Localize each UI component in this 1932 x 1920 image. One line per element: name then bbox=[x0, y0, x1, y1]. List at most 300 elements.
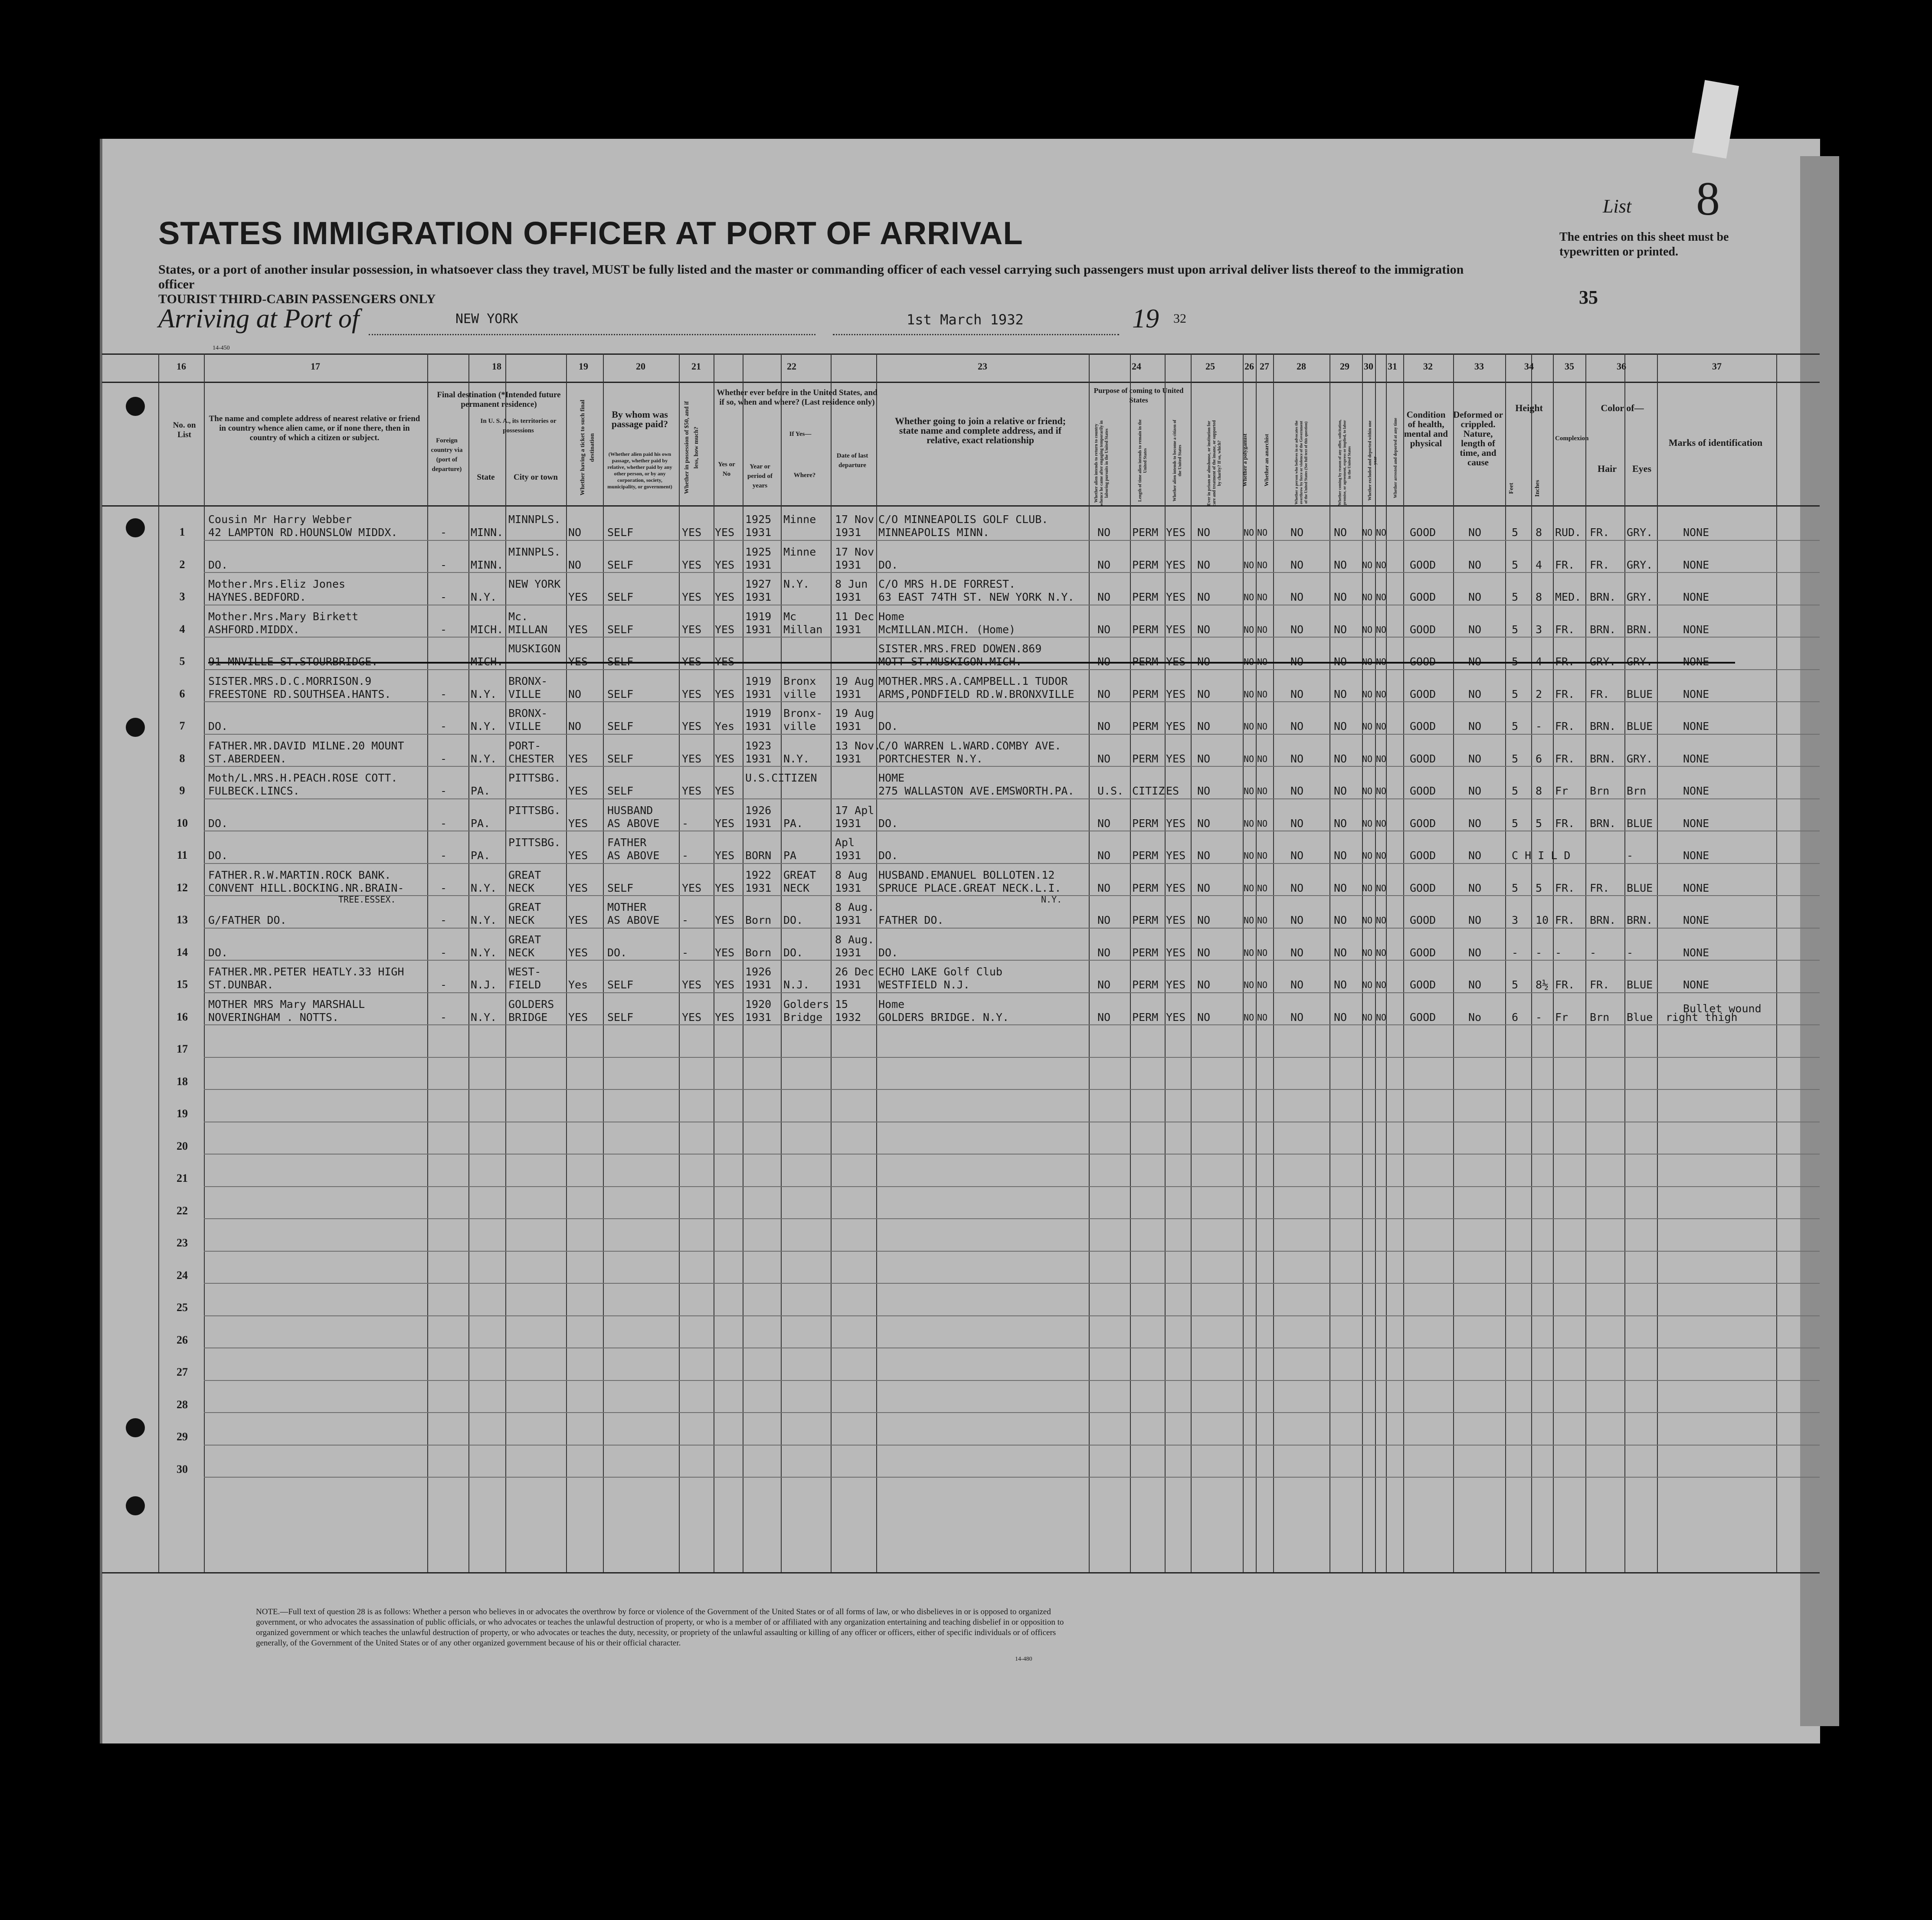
cell-health: GOOD bbox=[1410, 914, 1436, 926]
cell-comp: FR. bbox=[1555, 558, 1575, 571]
cell-yrs2: 1931 bbox=[745, 720, 772, 733]
cell-labor: NO bbox=[1334, 946, 1347, 959]
cell-len: PERM bbox=[1132, 752, 1159, 765]
cell-arr: NO bbox=[1376, 786, 1387, 796]
header-polygamist: Whether a polygamist bbox=[1241, 433, 1248, 487]
cell-join1: Home bbox=[878, 610, 905, 623]
cell-q28: NO bbox=[1290, 978, 1304, 991]
column-line bbox=[876, 353, 877, 1572]
cell-q28: NO bbox=[1290, 914, 1304, 926]
cell-city1: Mc. bbox=[508, 610, 528, 623]
header-complexion: Complexion bbox=[1555, 435, 1589, 442]
cell-anar: NO bbox=[1257, 527, 1268, 538]
row-line bbox=[204, 960, 1820, 961]
cell-join3: N.Y. bbox=[1041, 894, 1062, 905]
row-line bbox=[204, 1024, 1820, 1025]
row-line bbox=[204, 734, 1820, 735]
row-line bbox=[204, 572, 1820, 573]
cell-dep1: 17 Apl bbox=[835, 804, 874, 817]
cell-health: GOOD bbox=[1410, 558, 1436, 571]
cell-arr: NO bbox=[1376, 657, 1387, 667]
row-line bbox=[204, 1283, 1820, 1284]
cell-hair: Brn bbox=[1590, 785, 1610, 797]
cell-paid1: SELF bbox=[607, 591, 634, 603]
cell-anar: NO bbox=[1257, 721, 1268, 732]
colnum-line bbox=[102, 382, 1820, 383]
cell-yrs1: U.S.CITIZEN bbox=[745, 772, 817, 784]
column-line bbox=[1553, 353, 1554, 1572]
header-passage-detail: (Whether alien paid his own passage, whether paid by relative, whether paid by any other person, or by any corporation, society, municipality, or government) bbox=[607, 451, 672, 490]
cell-where2: Bridge bbox=[783, 1011, 823, 1024]
cell-before: YES bbox=[715, 623, 735, 636]
header-length-stay: Length of time alien intends to remain in the United States bbox=[1138, 419, 1148, 502]
cell-hair: BRN. bbox=[1590, 720, 1616, 733]
cell-len: PERM bbox=[1132, 526, 1159, 539]
row-line bbox=[204, 1380, 1820, 1381]
column-line bbox=[204, 353, 205, 1572]
column-line bbox=[781, 353, 782, 1572]
cell-ret: NO bbox=[1097, 914, 1111, 926]
cell-rel1: FATHER.MR.DAVID MILNE.20 MOUNT bbox=[208, 739, 404, 752]
cell-ret: NO bbox=[1097, 849, 1111, 862]
binder-hole bbox=[126, 718, 145, 737]
header-hair: Hair bbox=[1598, 463, 1617, 474]
cell-state: N.Y. bbox=[471, 687, 497, 700]
cell-f50: YES bbox=[682, 655, 702, 668]
column-line bbox=[566, 353, 567, 1572]
page-subtitle bbox=[158, 262, 1503, 307]
column-number: 36 bbox=[1617, 361, 1626, 372]
cell-q28: NO bbox=[1290, 752, 1304, 765]
cell-via: - bbox=[440, 752, 447, 765]
row-number: 24 bbox=[177, 1269, 188, 1282]
cell-in: 5 bbox=[1536, 817, 1542, 830]
cell-excl: NO bbox=[1362, 689, 1373, 700]
cell-health: GOOD bbox=[1410, 1011, 1436, 1024]
column-number: 20 bbox=[636, 361, 645, 372]
arrival-date: 1st March 1932 bbox=[907, 311, 1024, 328]
cell-labor: NO bbox=[1334, 526, 1347, 539]
row-number: 14 bbox=[177, 945, 188, 958]
cell-ret: NO bbox=[1097, 881, 1111, 894]
cell-dep1: 19 Aug bbox=[835, 707, 874, 720]
cell-before: YES bbox=[715, 1011, 735, 1024]
cell-anar: NO bbox=[1257, 850, 1268, 861]
cell-prison: NO bbox=[1197, 881, 1211, 894]
cell-health: GOOD bbox=[1410, 752, 1436, 765]
cell-comp: RUD. bbox=[1555, 526, 1582, 539]
row-line bbox=[204, 1477, 1820, 1478]
cell-comp: FR. bbox=[1555, 817, 1575, 830]
cell-prison: NO bbox=[1197, 978, 1211, 991]
cell-hair: - bbox=[1590, 946, 1597, 959]
cell-marks1: NONE bbox=[1683, 914, 1709, 926]
cell-via: - bbox=[440, 655, 447, 668]
cell-yrs1: 1926 bbox=[745, 965, 772, 978]
cell-prison: NO bbox=[1197, 623, 1211, 636]
cell-eyes: - bbox=[1627, 849, 1634, 862]
header-before-us: Whether ever before in the United States, and if so, when and where? (Last residence only) bbox=[717, 388, 878, 407]
cell-where2: NECK bbox=[783, 881, 810, 894]
cell-rel2: FULBECK.LINCS. bbox=[208, 785, 300, 797]
cell-in: - bbox=[1536, 1011, 1542, 1024]
cell-eyes: - bbox=[1627, 946, 1634, 959]
cell-dep2: 1931 bbox=[835, 849, 861, 862]
cell-ret: NO bbox=[1097, 1011, 1111, 1024]
cell-paid1: MOTHER bbox=[607, 901, 647, 913]
cell-ft: 5 bbox=[1512, 720, 1519, 733]
cell-join2: 275 WALLASTON AVE.EMSWORTH.PA. bbox=[878, 785, 1074, 797]
row-number: 2 bbox=[179, 558, 185, 571]
cell-len: PERM bbox=[1132, 1011, 1159, 1024]
cell-via: - bbox=[440, 591, 447, 603]
cell-comp: Fr bbox=[1555, 1011, 1569, 1024]
header-via: Foreign country via (port of departure) bbox=[431, 437, 463, 473]
cell-deform: NO bbox=[1468, 591, 1482, 603]
cell-state: PA. bbox=[471, 817, 491, 830]
column-number: 30 bbox=[1364, 361, 1373, 372]
cell-where2: DO. bbox=[783, 914, 803, 926]
column-number: 25 bbox=[1205, 361, 1215, 372]
cell-marks1: NONE bbox=[1683, 849, 1709, 862]
cell-rel2: DO. bbox=[208, 720, 228, 733]
cell-labor: NO bbox=[1334, 591, 1347, 603]
cell-ft: 5 bbox=[1512, 687, 1519, 700]
cell-ticket: YES bbox=[568, 655, 588, 668]
cell-via: - bbox=[440, 785, 447, 797]
cell-rel1: FATHER.MR.PETER HEATLY.33 HIGH bbox=[208, 965, 404, 978]
cell-eyes: BLUE bbox=[1627, 881, 1653, 894]
cell-via: - bbox=[440, 978, 447, 991]
cell-f50: - bbox=[682, 849, 689, 862]
cell-yrs1: 1920 bbox=[745, 998, 772, 1011]
cell-labor: NO bbox=[1334, 785, 1347, 797]
cell-ticket: NO bbox=[568, 720, 582, 733]
row-line bbox=[204, 895, 1820, 896]
cell-city1: GREAT bbox=[508, 901, 541, 913]
cell-dep2: 1931 bbox=[835, 914, 861, 926]
form-code: 14-480 bbox=[1015, 1656, 1032, 1662]
cell-via: - bbox=[440, 849, 447, 862]
column-line bbox=[1776, 353, 1777, 1572]
cell-join2: MINNEAPOLIS MINN. bbox=[878, 526, 989, 539]
row-line bbox=[204, 1412, 1820, 1413]
cell-comp: FR. bbox=[1555, 978, 1575, 991]
column-number: 33 bbox=[1474, 361, 1484, 372]
column-number: 21 bbox=[691, 361, 701, 372]
cell-join2: DO. bbox=[878, 849, 898, 862]
cell-cit: YES bbox=[1166, 978, 1186, 991]
column-number: 18 bbox=[492, 361, 501, 372]
cell-ft: 5 bbox=[1512, 881, 1519, 894]
cell-cit: YES bbox=[1166, 623, 1186, 636]
cell-city1: MINNPLS. bbox=[508, 545, 561, 558]
cell-ret: NO bbox=[1097, 687, 1111, 700]
cell-q28: NO bbox=[1290, 817, 1304, 830]
cell-in: 3 bbox=[1536, 623, 1542, 636]
column-line bbox=[679, 353, 680, 1572]
cell-ret: NO bbox=[1097, 752, 1111, 765]
cell-hair: FR. bbox=[1590, 687, 1610, 700]
row-number: 11 bbox=[177, 849, 188, 861]
list-number: 8 bbox=[1696, 172, 1720, 225]
cell-q28: NO bbox=[1290, 849, 1304, 862]
row-line bbox=[204, 1089, 1820, 1090]
cell-labor: NO bbox=[1334, 881, 1347, 894]
cell-state: N.J. bbox=[471, 978, 497, 991]
cell-city1: NEW YORK bbox=[508, 578, 561, 590]
cell-where1: Bronx bbox=[783, 674, 816, 687]
cell-before: YES bbox=[715, 946, 735, 959]
table-bottom-line bbox=[102, 1572, 1820, 1573]
header-no-on-list: No. on List bbox=[173, 421, 196, 439]
cell-paid1: SELF bbox=[607, 752, 634, 765]
cell-poly: NO bbox=[1244, 689, 1254, 700]
cell-join2: FATHER DO. bbox=[878, 914, 944, 926]
cell-via: - bbox=[440, 1011, 447, 1024]
cell-in: 8 bbox=[1536, 785, 1542, 797]
cell-yrs2: 1931 bbox=[745, 526, 772, 539]
cell-join1: C/O MINNEAPOLIS GOLF CLUB. bbox=[878, 513, 1048, 526]
cell-dep1: 8 Aug. bbox=[835, 933, 874, 946]
row-line bbox=[204, 1154, 1820, 1155]
cell-labor: NO bbox=[1334, 1011, 1347, 1024]
cell-join2: DO. bbox=[878, 720, 898, 733]
cell-rel2: HAYNES.BEDFORD. bbox=[208, 591, 306, 603]
row-number: 18 bbox=[177, 1075, 188, 1088]
cell-dep1: 8 Aug. bbox=[835, 901, 874, 913]
cell-comp: MED. bbox=[1555, 591, 1582, 603]
year-prefix: 19 bbox=[1132, 304, 1159, 334]
page-title: STATES IMMIGRATION OFFICER AT PORT OF ARRIVAL bbox=[158, 215, 1023, 251]
cell-via: - bbox=[440, 881, 447, 894]
cell-poly: NO bbox=[1244, 721, 1254, 732]
cell-cit: YES bbox=[1166, 526, 1186, 539]
cell-paid1: SELF bbox=[607, 881, 634, 894]
cell-before: Yes bbox=[715, 720, 735, 733]
cell-cit: YES bbox=[1166, 655, 1186, 668]
cell-eyes: Blue bbox=[1627, 1011, 1653, 1024]
header-health: Condition of health, mental and physical bbox=[1404, 409, 1448, 448]
cell-join2: ARMS,PONDFIELD RD.W.BRONXVILLE bbox=[878, 687, 1074, 700]
column-number: 29 bbox=[1340, 361, 1349, 372]
row-number: 26 bbox=[177, 1333, 188, 1346]
cell-before: YES bbox=[715, 978, 735, 991]
header-marks: Marks of identification bbox=[1668, 437, 1763, 448]
row-line bbox=[204, 1315, 1820, 1316]
cell-where2: ville bbox=[783, 687, 816, 700]
cell-rel2: CONVENT HILL.BOCKING.NR.BRAIN- bbox=[208, 881, 404, 894]
cell-in: 8 bbox=[1536, 591, 1542, 603]
cell-yrs2: 1931 bbox=[745, 978, 772, 991]
cell-via: - bbox=[440, 946, 447, 959]
cell-poly: NO bbox=[1244, 559, 1254, 570]
column-line bbox=[1273, 353, 1274, 1572]
cell-cit: ES bbox=[1166, 785, 1179, 797]
cell-where1: N.Y. bbox=[783, 578, 810, 590]
cell-dep1: 17 Nov bbox=[835, 545, 874, 558]
cell-marks1: NONE bbox=[1683, 558, 1709, 571]
cell-rel2: FREESTONE RD.SOUTHSEA.HANTS. bbox=[208, 687, 391, 700]
column-number: 35 bbox=[1565, 361, 1574, 372]
cell-deform: NO bbox=[1468, 558, 1482, 571]
header-relative: The name and complete address of nearest relative or friend in country whence alien came, or if none there, then in country of which a citizen or subject. bbox=[209, 414, 420, 442]
cell-in: 8½ bbox=[1536, 978, 1549, 991]
cell-poly: NO bbox=[1244, 527, 1254, 538]
cell-dep1: 8 Aug bbox=[835, 868, 868, 881]
cell-yrs2: 1931 bbox=[745, 558, 772, 571]
cell-prison: NO bbox=[1197, 914, 1211, 926]
cell-ticket: YES bbox=[568, 881, 588, 894]
cell-dep2: 1931 bbox=[835, 720, 861, 733]
cell-excl: NO bbox=[1362, 753, 1373, 764]
cell-q28: NO bbox=[1290, 591, 1304, 603]
cell-len: PERM bbox=[1132, 881, 1159, 894]
cell-labor: NO bbox=[1334, 752, 1347, 765]
header-eyes: Eyes bbox=[1632, 463, 1651, 474]
row-number: 13 bbox=[177, 913, 188, 926]
cell-len: PERM bbox=[1132, 720, 1159, 733]
cell-eyes: GRY. bbox=[1627, 558, 1653, 571]
cell-ticket: YES bbox=[568, 591, 588, 603]
cell-join1: ECHO LAKE Golf Club bbox=[878, 965, 1002, 978]
cell-eyes: BLUE bbox=[1627, 687, 1653, 700]
cell-paid2: AS ABOVE bbox=[607, 817, 660, 830]
column-number: 27 bbox=[1260, 361, 1269, 372]
row-line bbox=[204, 798, 1820, 799]
cell-state: N.Y. bbox=[471, 752, 497, 765]
column-line bbox=[1624, 353, 1625, 1572]
cell-arr: NO bbox=[1376, 883, 1387, 893]
cell-in: 2 bbox=[1536, 687, 1542, 700]
cell-yrs2: 1931 bbox=[745, 881, 772, 894]
cell-poly: NO bbox=[1244, 1012, 1254, 1023]
cell-arr: NO bbox=[1376, 947, 1387, 958]
cell-before: YES bbox=[715, 526, 735, 539]
cell-eyes: BRN. bbox=[1627, 623, 1653, 636]
cell-ticket: NO bbox=[568, 558, 582, 571]
cell-city2: FIELD bbox=[508, 978, 541, 991]
cell-ret: NO bbox=[1097, 720, 1111, 733]
sheet-number: 35 bbox=[1579, 287, 1598, 308]
cell-len: PERM bbox=[1132, 978, 1159, 991]
cell-ticket: YES bbox=[568, 752, 588, 765]
cell-eyes: BLUE bbox=[1627, 720, 1653, 733]
cell-dep2: 1931 bbox=[835, 526, 861, 539]
port-dotline bbox=[369, 334, 815, 335]
cell-ft: 5 bbox=[1512, 978, 1519, 991]
cell-rel1: MOTHER MRS Mary MARSHALL bbox=[208, 998, 365, 1011]
row-number: 10 bbox=[177, 816, 188, 829]
cell-hair: BRN. bbox=[1590, 914, 1616, 926]
cell-city2: CHESTER bbox=[508, 752, 554, 765]
cell-before: YES bbox=[715, 687, 735, 700]
cell-join2: DO. bbox=[878, 558, 898, 571]
cell-yrs1: 1919 bbox=[745, 674, 772, 687]
cell-in: 6 bbox=[1536, 752, 1542, 765]
row-line bbox=[204, 1218, 1820, 1219]
cell-where1: GREAT bbox=[783, 868, 816, 881]
cell-dep1: 13 Nov. bbox=[835, 739, 881, 752]
header-labor-offer: Whether coming by reason of any offer, solicitation, promise, or agreement, express or implied, to labor in the United States bbox=[1337, 419, 1352, 506]
cell-ft: 5 bbox=[1512, 817, 1519, 830]
cell-q28: NO bbox=[1290, 946, 1304, 959]
cell-state: N.Y. bbox=[471, 591, 497, 603]
cell-comp: - bbox=[1555, 946, 1562, 959]
column-line bbox=[1453, 353, 1454, 1572]
header-city: City or town bbox=[513, 473, 558, 482]
sheet-edge bbox=[1800, 156, 1839, 1726]
cell-comp: FR. bbox=[1555, 720, 1575, 733]
cell-excl: NO bbox=[1362, 947, 1373, 958]
row-line bbox=[204, 992, 1820, 993]
cell-prison: NO bbox=[1197, 558, 1211, 571]
cell-q28: NO bbox=[1290, 881, 1304, 894]
cell-health: GOOD bbox=[1410, 591, 1436, 603]
cell-eyes: BLUE bbox=[1627, 817, 1653, 830]
cell-ft: - bbox=[1512, 946, 1519, 959]
cell-deform: NO bbox=[1468, 687, 1482, 700]
cell-eyes: BRN. bbox=[1627, 914, 1653, 926]
cell-excl: NO bbox=[1362, 1012, 1373, 1023]
cell-poly: NO bbox=[1244, 786, 1254, 796]
cell-rel2: 91 MNVILLE ST.STOURBRIDGE. bbox=[208, 655, 378, 668]
header-prison: Ever in prison or almshouse, or institution for care and treatment of the insane, or supported by charity? If so, which? bbox=[1207, 420, 1222, 506]
cell-prison: NO bbox=[1197, 946, 1211, 959]
cell-arr: NO bbox=[1376, 1012, 1387, 1023]
cell-ret: NO bbox=[1097, 655, 1111, 668]
cell-paid1: HUSBAND bbox=[607, 804, 653, 817]
cell-join2: GOLDERS BRIDGE. N.Y. bbox=[878, 1011, 1009, 1024]
cell-marks1: NONE bbox=[1683, 817, 1709, 830]
cell-ret: U.S. bbox=[1097, 785, 1124, 797]
cell-hair: BRN. bbox=[1590, 752, 1616, 765]
cell-ft: 5 bbox=[1512, 558, 1519, 571]
row-number: 3 bbox=[179, 590, 185, 603]
cell-ticket: Yes bbox=[568, 978, 588, 991]
cell-marks1: Bullet wound bbox=[1683, 1002, 1762, 1015]
cell-via: - bbox=[440, 817, 447, 830]
cell-cit: YES bbox=[1166, 914, 1186, 926]
cell-poly: NO bbox=[1244, 592, 1254, 602]
cell-excl: NO bbox=[1362, 657, 1373, 667]
cell-arr: NO bbox=[1376, 980, 1387, 990]
cell-city2: NECK bbox=[508, 946, 535, 959]
cell-yrs1: 1926 bbox=[745, 804, 772, 817]
cell-rel1: Cousin Mr Harry Webber bbox=[208, 513, 352, 526]
cell-join1: SISTER.MRS.FRED DOWEN.869 bbox=[878, 642, 1042, 655]
cell-join1: MOTHER.MRS.A.CAMPBELL.1 TUDOR bbox=[878, 674, 1068, 687]
cell-poly: NO bbox=[1244, 624, 1254, 635]
cell-join1: HUSBAND.EMANUEL BOLLOTEN.12 bbox=[878, 868, 1055, 881]
cell-excl: NO bbox=[1362, 721, 1373, 732]
cell-city1: PORT- bbox=[508, 739, 541, 752]
table-top-line bbox=[102, 353, 1820, 355]
cell-dep1: 11 Dec bbox=[835, 610, 874, 623]
cell-anar: NO bbox=[1257, 624, 1268, 635]
column-number: 31 bbox=[1388, 361, 1397, 372]
cell-dep2: 1931 bbox=[835, 687, 861, 700]
cell-dep2: 1931 bbox=[835, 752, 861, 765]
cell-excl: NO bbox=[1362, 592, 1373, 602]
cell-yrs1: 1927 bbox=[745, 578, 772, 590]
cell-health: GOOD bbox=[1410, 946, 1436, 959]
question-28-note: NOTE.—Full text of question 28 is as follows: Whether a person who believes in or advocates the overthrow by force or violence of the Government of the United States or of all forms of law, or who disbelieves in or is opposed to organized government, or who advocates the assassination of public officials, or who advocates or teaches the unlawful destruction of property, or who is a member of or affiliated with any organization entertaining and teaching disbelief in or opposition to organized government or which teaches the unlawful destruction of property, or who advocates or teaches the duty, necessity, or propriety of the unlawful assaulting or killing of any officer or officers, either of specific individuals or of officers generally, of the Government of the United States or of any other organized government because of his or their official character. bbox=[256, 1607, 1064, 1648]
cell-q28: NO bbox=[1290, 1011, 1304, 1024]
cell-labor: NO bbox=[1334, 623, 1347, 636]
cell-rel1: Moth/L.MRS.H.PEACH.ROSE COTT. bbox=[208, 772, 398, 784]
row-number: 21 bbox=[177, 1172, 188, 1184]
